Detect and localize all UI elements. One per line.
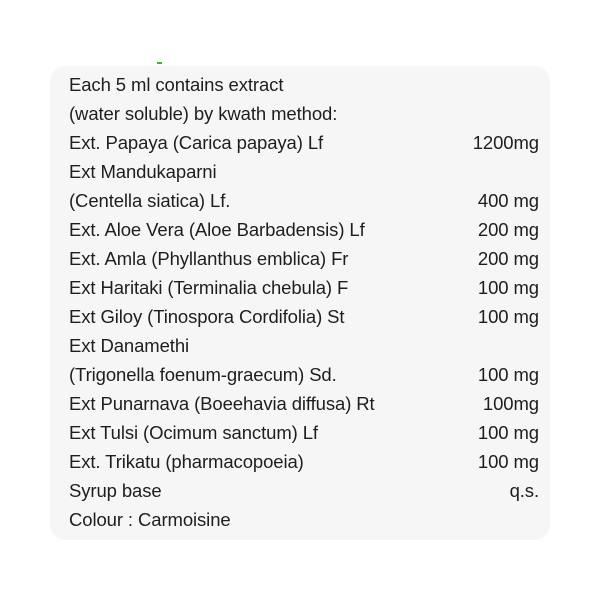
ingredient-row	[69, 331, 539, 360]
ingredient-amount: 100 mg	[477, 277, 539, 298]
ingredient-row	[69, 157, 539, 186]
ingredient-row	[69, 447, 539, 476]
ingredient-row	[69, 215, 539, 244]
ingredient-name: Ext. Trikatu (pharmacopoeia)	[69, 451, 304, 472]
ingredient-amount: 100 mg	[477, 451, 539, 472]
ingredient-name: Ext Mandukaparni	[69, 161, 217, 182]
ingredient-row	[69, 244, 539, 273]
ingredient-amount: 200 mg	[477, 248, 539, 269]
header-line	[69, 70, 539, 99]
ingredient-amount: 100 mg	[477, 364, 539, 385]
ingredient-name: Ext Tulsi (Ocimum sanctum) Lf	[69, 422, 318, 443]
ingredient-amount: 100 mg	[477, 422, 539, 443]
header-line-2: (water soluble) by kwath method:	[69, 103, 338, 124]
ingredient-name: Ext Punarnava (Boeehavia diffusa) Rt	[69, 393, 375, 414]
ingredient-amount: 200 mg	[477, 219, 539, 240]
ingredient-name: Ext Giloy (Tinospora Cordifolia) St	[69, 306, 345, 327]
ingredient-row	[69, 476, 539, 505]
ingredient-amount: 100mg	[482, 393, 539, 414]
ingredient-row	[69, 360, 539, 389]
ingredient-name: (Centella siatica) Lf.	[69, 190, 231, 211]
green-accent-mark	[157, 62, 162, 64]
ingredient-row	[69, 128, 539, 157]
ingredient-amount: 400 mg	[477, 190, 539, 211]
ingredient-amount: q.s.	[509, 480, 539, 501]
ingredient-name: Ext. Papaya (Carica papaya) Lf	[69, 132, 324, 153]
ingredient-name: Ext. Aloe Vera (Aloe Barbadensis) Lf	[69, 219, 365, 240]
ingredient-row	[69, 186, 539, 215]
header-line	[69, 99, 539, 128]
ingredient-name: Syrup base	[69, 480, 162, 501]
ingredient-amount: 100 mg	[477, 306, 539, 327]
header-line-1: Each 5 ml contains extract	[69, 74, 284, 95]
ingredient-row	[69, 418, 539, 447]
ingredient-row	[69, 389, 539, 418]
colour-text: Colour : Carmoisine	[69, 509, 231, 530]
ingredient-name: (Trigonella foenum-graecum) Sd.	[69, 364, 337, 385]
composition-text	[69, 70, 539, 534]
ingredient-amount: 1200mg	[472, 132, 539, 153]
ingredient-row	[69, 273, 539, 302]
ingredient-name: Ext. Amla (Phyllanthus emblica) Fr	[69, 248, 349, 269]
ingredient-name: Ext Haritaki (Terminalia chebula) F	[69, 277, 349, 298]
colour-line	[69, 505, 539, 534]
ingredient-name: Ext Danamethi	[69, 335, 190, 356]
ingredient-row	[69, 302, 539, 331]
